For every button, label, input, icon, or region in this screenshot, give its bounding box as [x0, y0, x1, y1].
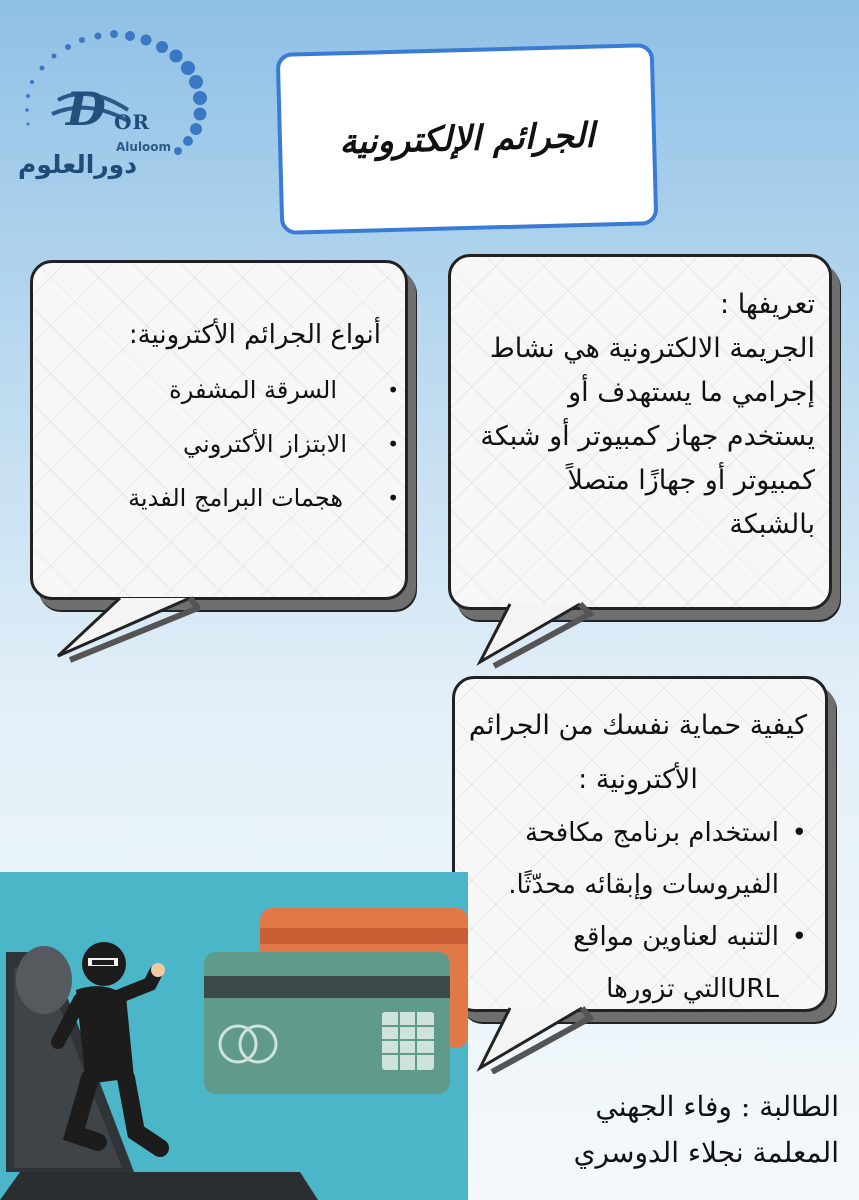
list-item: • السرقة المشفرة	[43, 363, 381, 417]
protection-bubble	[452, 676, 828, 1012]
title-box	[276, 43, 659, 235]
page-title: الجرائم الإلكترونية	[338, 115, 596, 163]
definition-line: يستخدم جهاز كمبيوتر أو شبكة	[480, 421, 815, 452]
list-item	[463, 911, 813, 963]
protection-heading-line: الأكترونية :	[578, 764, 698, 795]
bullet-icon: •	[791, 922, 807, 952]
protection-item-text: الفيروسات وإبقائه محدّثًا.	[508, 870, 779, 900]
protection-item-text: URLالتي تزورها	[606, 974, 779, 1004]
types-heading: أنواع الجرائم الأكترونية:	[128, 320, 381, 350]
protection-bubble-tail	[470, 1004, 600, 1074]
bullet-icon: •	[791, 818, 807, 848]
types-bubble	[30, 260, 408, 600]
list-item: • الابتزاز الأكتروني	[43, 417, 381, 471]
list-item	[463, 807, 813, 859]
logo-letter-d: D	[66, 82, 106, 136]
definition-line: كمبيوتر أو جهازًا متصلاً	[567, 465, 815, 496]
definition-line: إجرامي ما يستهدف أو	[568, 377, 815, 408]
logo-arabic-name: دورالعلوم	[18, 150, 138, 179]
list-item: • هجمات البرامج الفدية	[43, 471, 381, 525]
protection-item-text: التنبه لعناوين مواقع	[573, 922, 779, 952]
definition-line: تعريفها :	[720, 289, 815, 320]
school-logo	[18, 22, 218, 179]
protection-item-text: استخدام برنامج مكافحة	[525, 818, 779, 848]
types-bubble-tail	[50, 592, 200, 664]
teacher-name: المعلمة نجلاء الدوسري	[573, 1136, 839, 1169]
list-item	[463, 859, 813, 911]
definition-bubble	[448, 254, 832, 610]
hacker-illustration	[0, 872, 468, 1200]
logo-letters-or: OR	[114, 110, 151, 134]
types-list	[43, 363, 381, 525]
protection-list	[463, 807, 813, 1015]
credit-card-icon	[204, 952, 450, 1094]
definition-line: الجريمة الالكترونية هي نشاط	[489, 333, 815, 364]
student-name: الطالبة : وفاء الجهني	[595, 1090, 839, 1123]
definition-line: بالشبكة	[729, 509, 815, 540]
protection-heading-line: كيفية حماية نفسك من الجرائم	[468, 710, 808, 741]
definition-bubble-tail	[470, 600, 600, 670]
logo-subtitle: Aluloom	[116, 140, 172, 154]
credits	[479, 1084, 839, 1176]
